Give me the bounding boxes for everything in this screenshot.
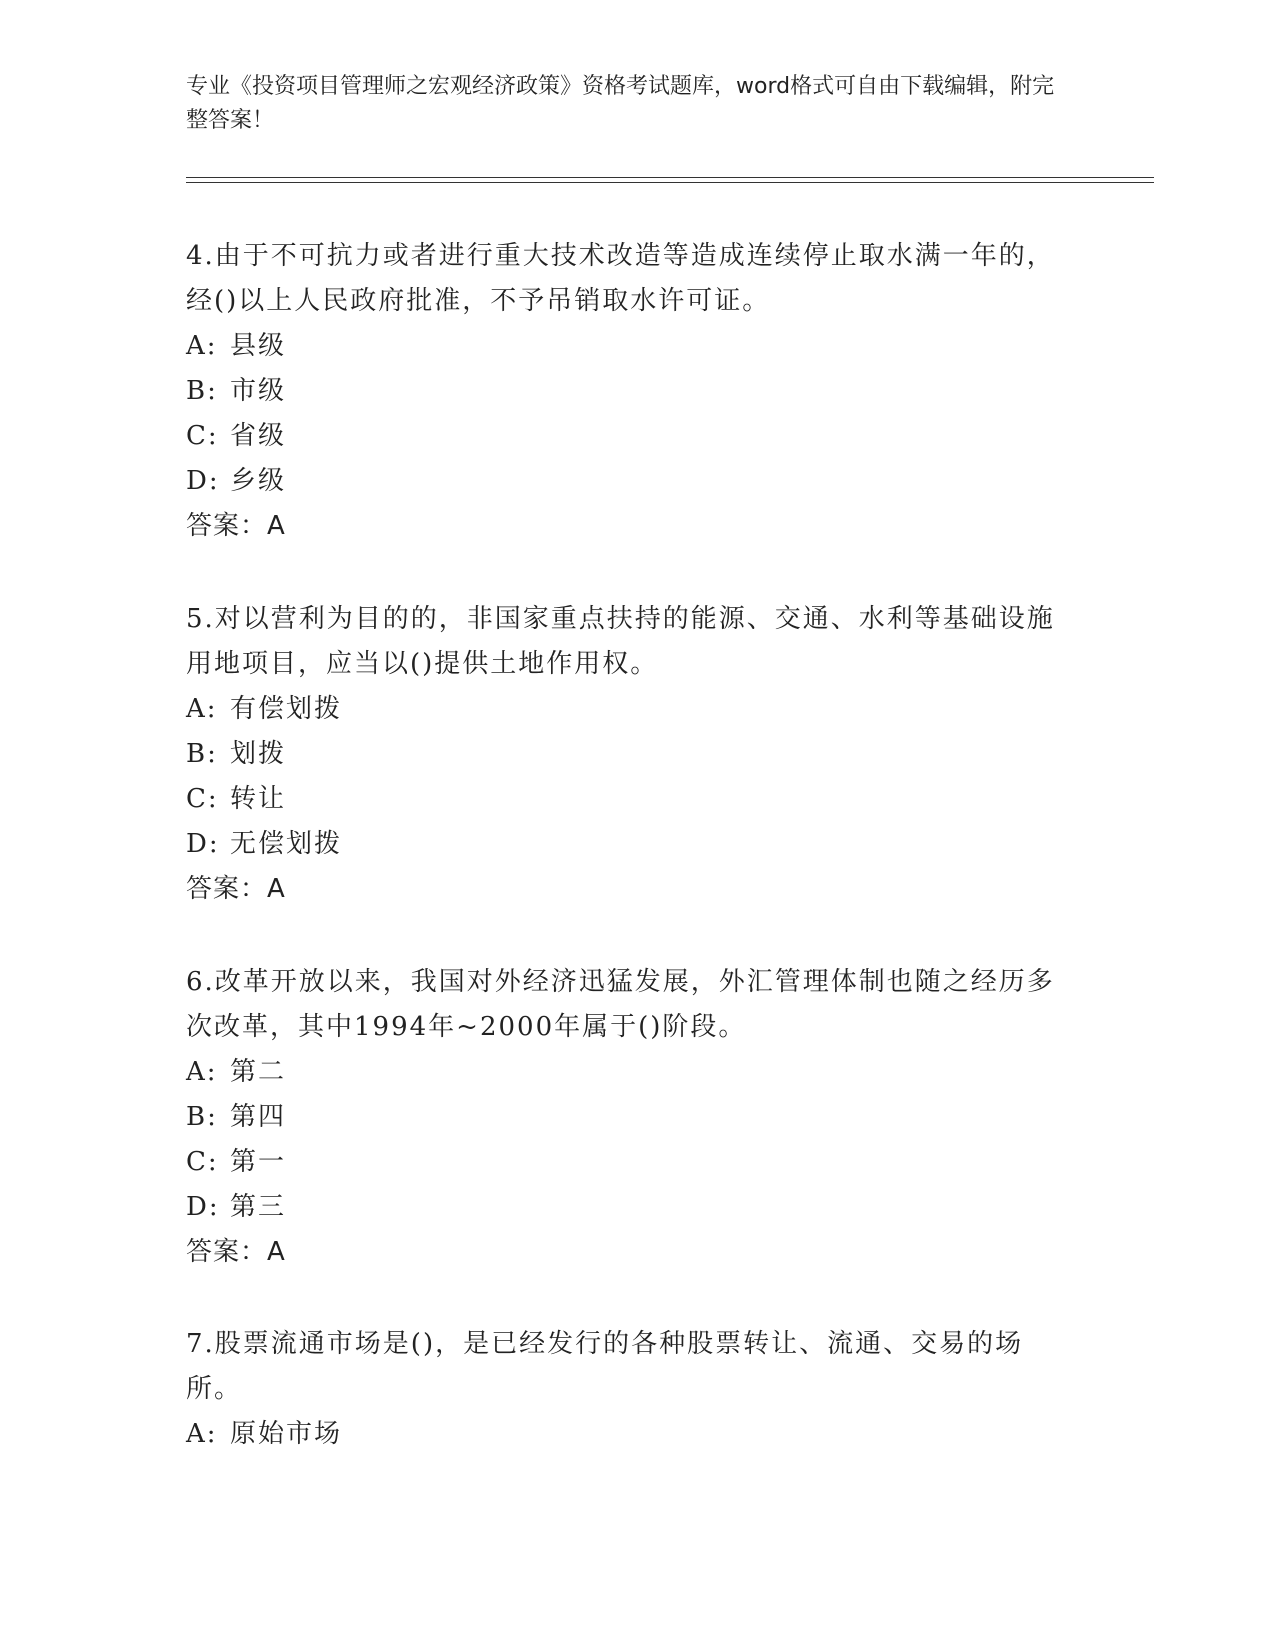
answer: 答案：A xyxy=(186,874,286,904)
option-key: C: xyxy=(186,1147,219,1177)
option-b xyxy=(186,732,1066,777)
question-5 xyxy=(186,597,1066,912)
option-key: C: xyxy=(186,784,219,814)
header-divider-bottom xyxy=(186,182,1154,183)
question-text: 6.改革开放以来，我国对外经济迅猛发展，外汇管理体制也随之经历多次改革，其中1994年~2000年属于()阶段。 xyxy=(186,967,1055,1042)
option-text: 转让 xyxy=(230,784,287,814)
option-c xyxy=(186,414,1066,459)
question-6 xyxy=(186,960,1066,1275)
option-key: A: xyxy=(186,694,218,724)
option-a xyxy=(186,1050,1066,1095)
option-text: 县级 xyxy=(230,331,287,361)
option-text: 无偿划拨 xyxy=(230,829,343,859)
option-text: 第一 xyxy=(230,1147,287,1177)
document-header: 专业《投资项目管理师之宏观经济政策》资格考试题库，word格式可自由下载编辑，附完整答案！ xyxy=(186,74,1055,133)
option-key: A: xyxy=(186,1057,218,1087)
question-text: 7.股票流通市场是()，是已经发行的各种股票转让、流通、交易的场所。 xyxy=(186,1329,1024,1404)
option-key: A: xyxy=(186,1419,218,1449)
option-text: 市级 xyxy=(230,376,287,406)
option-a xyxy=(186,1412,1066,1457)
question-7 xyxy=(186,1322,1066,1457)
option-text: 第三 xyxy=(230,1192,287,1222)
option-key: B: xyxy=(186,376,218,406)
question-text: 4.由于不可抗力或者进行重大技术改造等造成连续停止取水满一年的，经()以上人民政府批准，不予吊销取水许可证。 xyxy=(186,241,1055,316)
answer: 答案：A xyxy=(186,1237,286,1267)
question-4 xyxy=(186,234,1066,549)
option-text: 省级 xyxy=(230,421,287,451)
option-b xyxy=(186,1095,1066,1140)
header-divider-top xyxy=(186,177,1154,178)
option-c xyxy=(186,777,1066,822)
option-key: C: xyxy=(186,421,219,451)
option-key: B: xyxy=(186,739,218,769)
option-key: D: xyxy=(186,466,220,496)
option-text: 有偿划拨 xyxy=(230,694,343,724)
option-text: 原始市场 xyxy=(230,1419,343,1449)
option-b xyxy=(186,369,1066,414)
answer: 答案：A xyxy=(186,511,286,541)
option-key: D: xyxy=(186,829,220,859)
option-text: 第二 xyxy=(230,1057,287,1087)
option-text: 第四 xyxy=(230,1102,287,1132)
option-a xyxy=(186,324,1066,369)
option-d xyxy=(186,1185,1066,1230)
option-d xyxy=(186,822,1066,867)
option-key: A: xyxy=(186,331,218,361)
option-key: D: xyxy=(186,1192,220,1222)
option-c xyxy=(186,1140,1066,1185)
option-a xyxy=(186,687,1066,732)
question-text: 5.对以营利为目的的，非国家重点扶持的能源、交通、水利等基础设施用地项目，应当以()提供土地作用权。 xyxy=(186,604,1055,679)
option-d xyxy=(186,459,1066,504)
option-text: 乡级 xyxy=(230,466,287,496)
option-key: B: xyxy=(186,1102,218,1132)
option-text: 划拨 xyxy=(230,739,287,769)
